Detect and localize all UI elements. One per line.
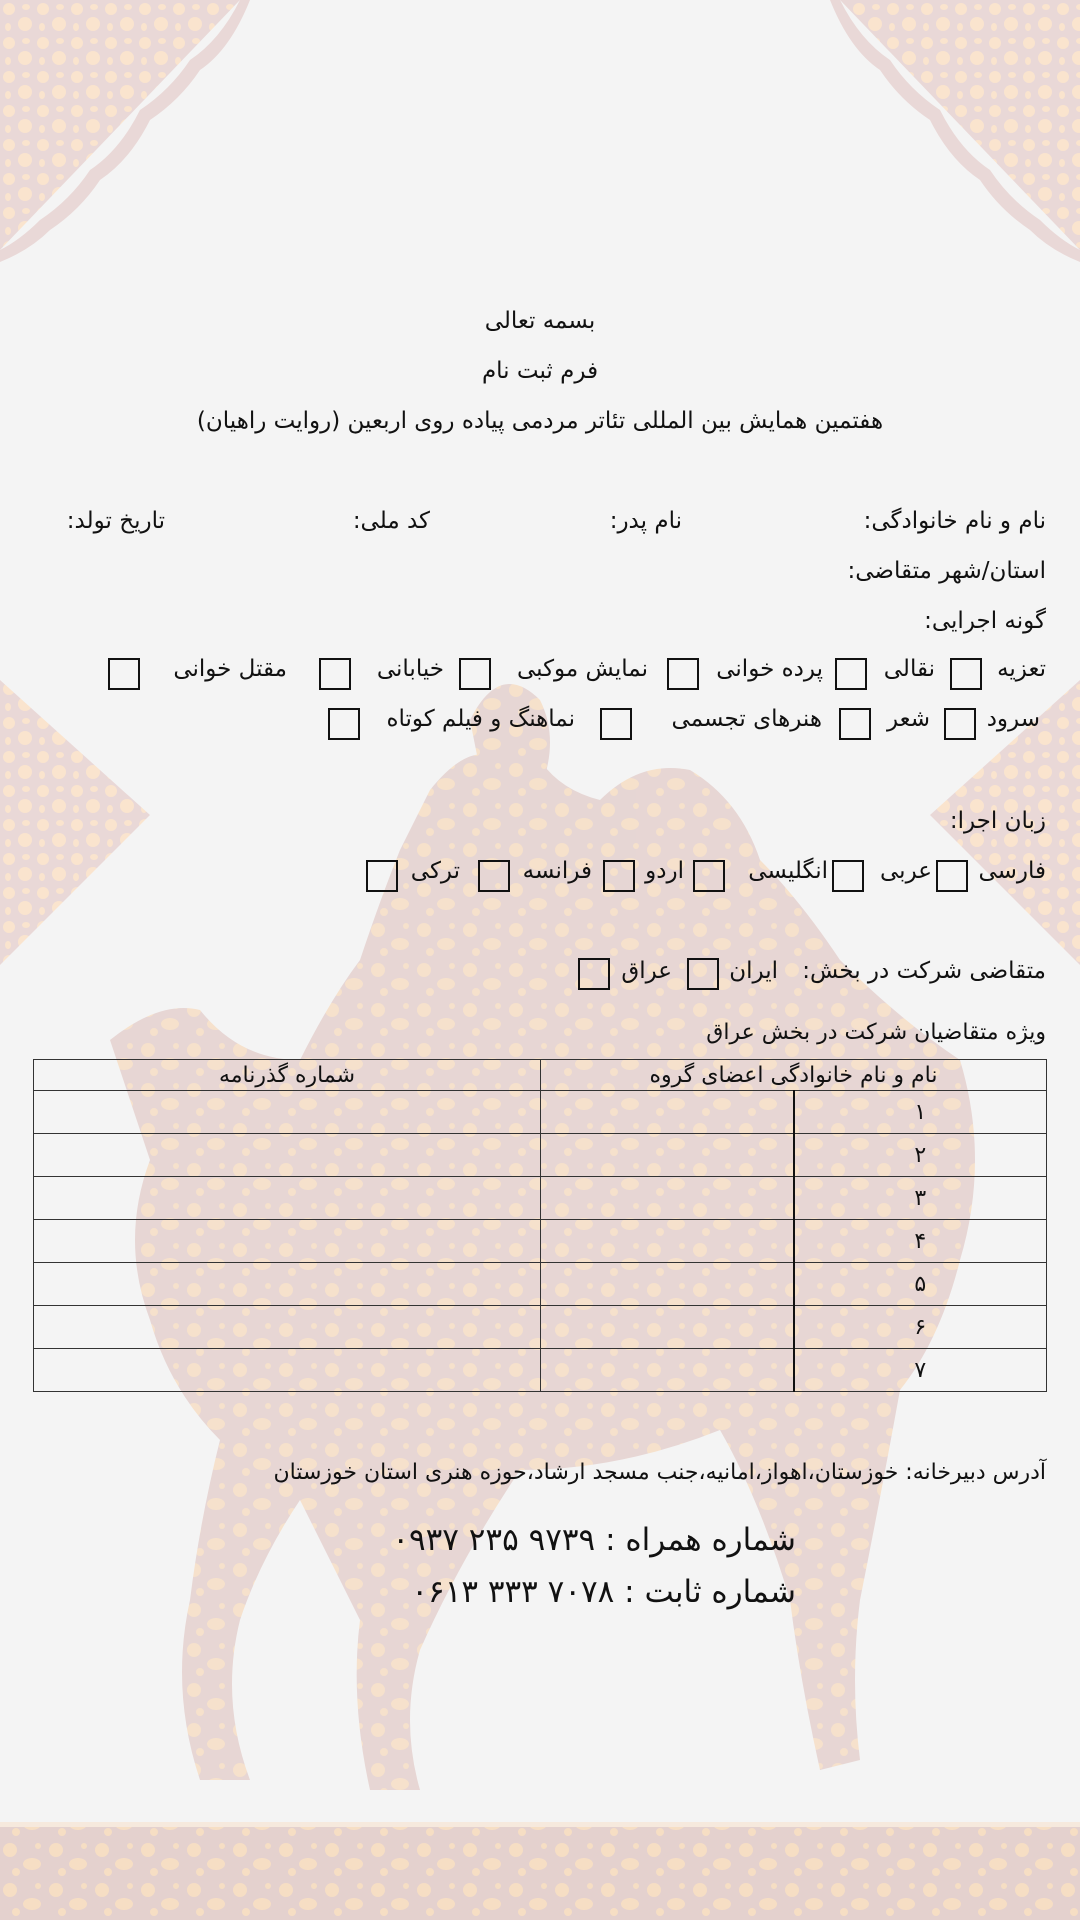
row-number: ۳ — [794, 1177, 1047, 1220]
section-option-iran: ایران — [729, 958, 778, 984]
checkbox-genre-sorood[interactable] — [944, 708, 976, 740]
province-city-label: استان/شهر متقاضی: — [847, 558, 1046, 584]
genre-option-taziyeh[interactable] — [997, 656, 1046, 682]
genre-option-naghali: نقالی — [883, 656, 935, 682]
secretariat-address: آدرس دبیرخانه: خوزستان،اهواز،امانیه،جنب مسجد ارشاد،حوزه هنری استان خوزستان — [273, 1460, 1046, 1485]
mobile-label: شماره همراه : — [605, 1522, 796, 1558]
table-header-row — [34, 1060, 1047, 1091]
father-name-label: نام پدر: — [609, 508, 682, 534]
language-option-english: انگلیسی — [748, 858, 828, 884]
passport-number-cell[interactable] — [34, 1220, 541, 1263]
checkbox-genre-street[interactable] — [319, 658, 351, 690]
checkbox-language-english[interactable] — [693, 860, 725, 892]
table-row — [34, 1177, 1047, 1220]
section-label: متقاضی شرکت در بخش: — [802, 958, 1046, 984]
genre-option-street: خیابانی — [376, 656, 444, 682]
checkbox-genre-visual-arts[interactable] — [600, 708, 632, 740]
language-option-persian: فارسی — [978, 858, 1046, 884]
full-name-label: نام و نام خانوادگی: — [863, 508, 1046, 534]
column-header-member-name: نام و نام خانوادگی اعضای گروه — [541, 1060, 1047, 1091]
member-name-cell[interactable] — [541, 1306, 794, 1349]
form-title: فرم ثبت نام — [481, 358, 599, 384]
table-row — [34, 1134, 1047, 1177]
checkbox-genre-poetry[interactable] — [839, 708, 871, 740]
checkbox-genre-naghali[interactable] — [835, 658, 867, 690]
member-name-cell[interactable] — [541, 1349, 794, 1392]
row-number: ۱ — [794, 1091, 1047, 1134]
row-number: ۶ — [794, 1306, 1047, 1349]
passport-number-cell[interactable] — [34, 1263, 541, 1306]
member-name-cell[interactable] — [541, 1177, 794, 1220]
column-header-passport-number: شماره گذرنامه — [34, 1060, 541, 1091]
member-name-cell[interactable] — [541, 1091, 794, 1134]
table-row — [34, 1349, 1047, 1392]
genre-option-poetry: شعر — [886, 706, 930, 732]
mobile-number: ۰۹۳۷ ۲۳۵ ۹۷۳۹ — [392, 1522, 596, 1558]
language-label: زبان اجرا: — [949, 808, 1046, 834]
landline-label: شماره ثابت : — [624, 1574, 796, 1610]
table-row — [34, 1091, 1047, 1134]
checkbox-genre-music-video-short-film[interactable] — [328, 708, 360, 740]
genre-option-music-video-short-film: نماهنگ و فیلم کوتاه — [386, 706, 575, 732]
language-option-turkish: ترکی — [410, 858, 460, 884]
member-name-cell[interactable] — [541, 1220, 794, 1263]
genre-option-pardeh-khani: پرده خوانی — [716, 656, 823, 682]
table-row — [34, 1306, 1047, 1349]
language-option-french: فرانسه — [522, 858, 592, 884]
event-title: هفتمین همایش بین المللی تئاتر مردمی پیاده روی اربعین (روایت راهیان) — [196, 408, 884, 434]
row-number: ۵ — [794, 1263, 1047, 1306]
row-number: ۴ — [794, 1220, 1047, 1263]
checkbox-genre-taziyeh[interactable] — [950, 658, 982, 690]
birth-date-label: تاریخ تولد: — [66, 508, 165, 534]
table-row — [34, 1220, 1047, 1263]
row-number: ۷ — [794, 1349, 1047, 1392]
genre-option-label: تعزیه — [997, 656, 1046, 682]
iraq-section-note: ویژه متقاضیان شرکت در بخش عراق — [706, 1020, 1046, 1045]
checkbox-language-french[interactable] — [478, 860, 510, 892]
genre-option-mokebi: نمایش موکبی — [516, 656, 648, 682]
language-option-arabic: عربی — [880, 858, 932, 884]
checkbox-language-turkish[interactable] — [366, 860, 398, 892]
passport-number-cell[interactable] — [34, 1349, 541, 1392]
genre-label: گونه اجرایی: — [924, 608, 1046, 634]
checkbox-section-iraq[interactable] — [578, 958, 610, 990]
checkbox-genre-mokebi[interactable] — [459, 658, 491, 690]
checkbox-genre-pardeh-khani[interactable] — [667, 658, 699, 690]
section-option-iraq: عراق — [621, 958, 672, 984]
member-name-cell[interactable] — [541, 1263, 794, 1306]
national-id-label: کد ملی: — [352, 508, 430, 534]
group-members-table — [33, 1059, 1047, 1392]
passport-number-cell[interactable] — [34, 1306, 541, 1349]
checkbox-language-arabic[interactable] — [832, 860, 864, 892]
checkbox-language-urdu[interactable] — [603, 860, 635, 892]
landline-number: ۰۶۱۳ ۳۳۳ ۷۰۷۸ — [411, 1574, 615, 1610]
passport-number-cell[interactable] — [34, 1134, 541, 1177]
mobile-phone-line — [392, 1522, 796, 1558]
row-number: ۲ — [794, 1134, 1047, 1177]
passport-number-cell[interactable] — [34, 1177, 541, 1220]
checkbox-language-persian[interactable] — [936, 860, 968, 892]
genre-option-maghtal-khani: مقتل خوانی — [173, 656, 287, 682]
member-name-cell[interactable] — [541, 1134, 794, 1177]
invocation-heading: بسمه تعالی — [484, 308, 596, 334]
language-option-urdu: اردو — [645, 858, 684, 884]
landline-phone-line — [411, 1574, 796, 1610]
genre-option-sorood: سرود — [986, 706, 1040, 732]
table-row — [34, 1263, 1047, 1306]
checkbox-section-iran[interactable] — [687, 958, 719, 990]
passport-number-cell[interactable] — [34, 1091, 541, 1134]
genre-option-visual-arts: هنرهای تجسمی — [671, 706, 822, 732]
checkbox-genre-maghtal-khani[interactable] — [108, 658, 140, 690]
